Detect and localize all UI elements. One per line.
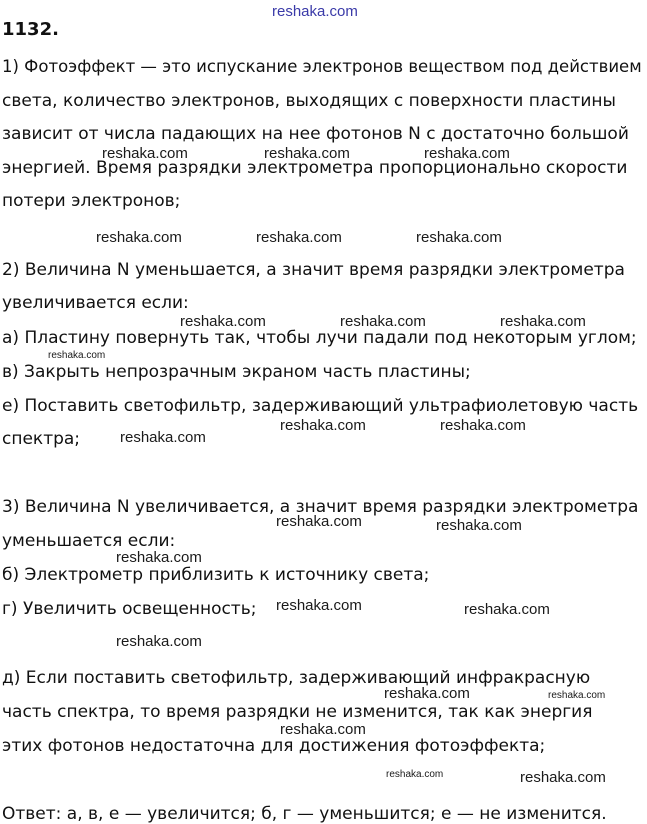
answer-line: Ответ: а, в, е — увеличится; б, г — уменьшится; е — не изменится. bbox=[2, 804, 607, 824]
watermark: reshaka.com bbox=[548, 690, 606, 701]
text-line: энергией. Время разрядки электрометра пропорционально скорости bbox=[2, 158, 628, 178]
text-line: увеличивается если: bbox=[2, 293, 189, 313]
watermark: reshaka.com bbox=[280, 417, 366, 434]
watermark: reshaka.com bbox=[96, 229, 182, 246]
text-line: б) Электрометр приблизить к источнику света; bbox=[2, 565, 430, 585]
watermark: reshaka.com bbox=[116, 633, 202, 650]
watermark: reshaka.com bbox=[440, 417, 526, 434]
watermark: reshaka.com bbox=[416, 229, 502, 246]
problem-number: 1132. bbox=[2, 19, 59, 40]
watermark: reshaka.com bbox=[180, 313, 266, 330]
text-line: д) Если поставить светофильтр, задерживающий инфракрасную bbox=[2, 668, 591, 688]
text-line: света, количество электронов, выходящих с поверхности пластины bbox=[2, 91, 616, 111]
watermark: reshaka.com bbox=[386, 769, 444, 780]
watermark: reshaka.com bbox=[384, 685, 470, 702]
text-line: зависит от числа падающих на нее фотонов N с достаточно большой bbox=[2, 124, 629, 144]
text-line: а) Пластину повернуть так, чтобы лучи падали под некоторым углом; bbox=[2, 328, 637, 348]
watermark: reshaka.com bbox=[500, 313, 586, 330]
watermark: reshaka.com bbox=[280, 721, 366, 738]
watermark: reshaka.com bbox=[256, 229, 342, 246]
text-line: часть спектра, то время разрядки не изменится, так как энергия bbox=[2, 702, 593, 722]
text-line: г) Увеличить освещенность; bbox=[2, 599, 257, 619]
watermark: reshaka.com bbox=[340, 313, 426, 330]
watermark: reshaka.com bbox=[116, 549, 202, 566]
text-line: уменьшается если: bbox=[2, 531, 176, 551]
watermark: reshaka.com bbox=[102, 145, 188, 162]
watermark: reshaka.com bbox=[48, 350, 106, 361]
watermark: reshaka.com bbox=[264, 145, 350, 162]
text-line: этих фотонов недостаточна для достижения фотоэффекта; bbox=[2, 736, 546, 756]
text-line: потери электронов; bbox=[2, 191, 181, 211]
text-line: в) Закрыть непрозрачным экраном часть пластины; bbox=[2, 362, 471, 382]
text-line: 3) Величина N увеличивается, а значит время разрядки электрометра bbox=[2, 497, 639, 517]
watermark: reshaka.com bbox=[464, 601, 550, 618]
watermark-top: reshaka.com bbox=[272, 3, 358, 20]
watermark: reshaka.com bbox=[424, 145, 510, 162]
watermark: reshaka.com bbox=[436, 517, 522, 534]
text-line: е) Поставить светофильтр, задерживающий ультрафиолетовую часть bbox=[2, 396, 639, 416]
watermark: reshaka.com bbox=[276, 597, 362, 614]
text-line: спектра; bbox=[2, 429, 81, 449]
watermark: reshaka.com bbox=[276, 513, 362, 530]
watermark: reshaka.com bbox=[520, 769, 606, 786]
text-line: 2) Величина N уменьшается, а значит время разрядки электрометра bbox=[2, 260, 625, 280]
watermark: reshaka.com bbox=[120, 429, 206, 446]
text-line: 1) Фотоэффект — это испускание электронов веществом под действием bbox=[2, 57, 642, 76]
